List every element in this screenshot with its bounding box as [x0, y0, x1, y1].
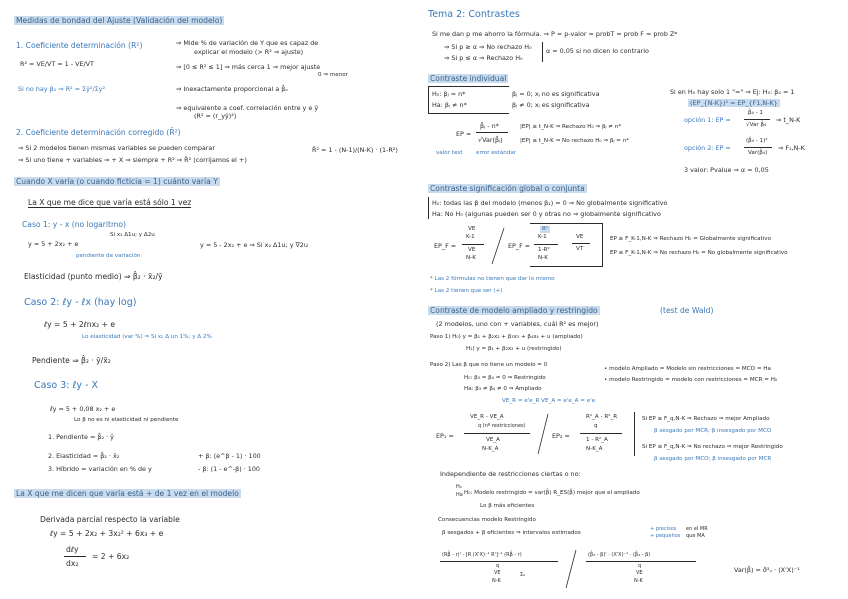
caso-1-eq2: y = 5 - 2x₂ + e ⇒ Si x₂ Δ1u; y ∇2u — [200, 241, 308, 249]
indep-line-2: Lo β más eficientes — [480, 503, 535, 509]
glob-f1-den: VE — [468, 247, 476, 253]
r2-bullet-1: ⇒ Mide % de variación de Y que es capaz de — [176, 39, 319, 47]
intro-pvalor: Si me dan p me ahorro la fórmula. ⇒ P = p-valor = probT = prob F = prob Z* — [432, 30, 678, 38]
wald-1-num: (Rβ̂ - r)' · [R (X'X)⁻¹ R']⁻¹ (Rβ̂ - r) — [442, 552, 522, 558]
caso-3-elasticidad: 2. Elasticidad = β̂₂ · x̄₂ — [48, 452, 120, 460]
amp-paso-1b: H₁) y = β₁ + β₂x₂ + u (restringido) — [466, 346, 562, 352]
ind-fraction-bar — [476, 132, 508, 133]
caso-3-pendiente: 1. Pendiente = β̂₂ · ȳ — [48, 433, 114, 441]
amp-ep-2: EP₂ = — [552, 432, 570, 440]
glob-f1-num-den: K-1 — [466, 234, 475, 240]
ind-op1-num: β̂₄ - 1 — [748, 110, 763, 116]
amp-divider — [634, 412, 635, 456]
amp-f2-den: 1 - R²_A — [586, 437, 608, 443]
glob-ep-1: EP_F = — [434, 242, 457, 250]
caso-3-title: Caso 3: ℓy - X — [34, 380, 99, 391]
glob-f1-bar — [462, 244, 484, 245]
r2-formula: R² = VE/VT = 1 - VE/VT — [20, 60, 94, 68]
amp-paso-2-r2: • modelo Restringido = modelo con restricciones = MCR = H₀ — [604, 377, 778, 383]
derivada-eq: ℓy = 5 + 2x₂ + 3x₂² + 6x₃ + e — [50, 529, 164, 538]
glob-f2-den-den: N-K — [538, 255, 548, 261]
r2-bullet-3: ⇒ Inexactamente proporcional a β̂ₙ — [176, 85, 288, 93]
caso-3-pos-beta: + β: (e^β - 1) · 100 — [198, 452, 261, 460]
derivada-num: dℓy — [66, 545, 79, 554]
ind-op2-bar — [744, 147, 772, 148]
r2-bullet-2b: 0 ⇒ menor — [318, 72, 348, 78]
amp-f2-num-den: q — [594, 423, 598, 429]
r2-bullet-2: ⇒ [0 ≤ R² ≤ 1] ⇒ más cerca 1 ⇒ mejor ajuste — [176, 63, 321, 71]
amp-cond-1b: β sesgado por MCR; β insesgado por MCO — [654, 428, 772, 434]
conseq-r1: en el MR — [686, 526, 708, 532]
amp-f1-num-den: q (nº restricciones) — [478, 423, 526, 429]
conseq-line: β sesgados + β eficientes ⇒ intervalos estimados — [442, 530, 581, 536]
ind-h0: H₀: βⱼ = n* — [432, 90, 466, 98]
caso-2-title: Caso 2: ℓy - ℓx (hay log) — [24, 297, 137, 308]
caso-1-pendiente: pendiente de variación — [76, 253, 141, 259]
r2-bullet-1b: explicar el modelo (> R² ⇒ ajuste) — [194, 48, 304, 56]
caso-1-eq: y = 5 + 2x₂ + e — [28, 240, 79, 248]
intro-alpha: α = 0,05 si no dicen lo contrario — [546, 47, 649, 55]
r2-bullet-4b: (R² = (r_yŷ)²) — [194, 112, 237, 120]
ind-side-1: Si en H₀ hay solo 1 "=" ⇒ Ej: H₀: β₄ = 1 — [670, 88, 795, 96]
wald-2-den-nk: N-K — [634, 578, 643, 584]
ind-den: √Var(β̂ⱼ) — [478, 136, 503, 144]
amp-paso-2b: Ha: β₃ ≠ β₄ ≠ 0 ⇒ Ampliado — [464, 386, 542, 392]
derivada-fraction-bar — [64, 556, 86, 557]
amp-f1-num: VE_R - VE_A — [470, 414, 504, 420]
glob-f1-den-den: N-K — [466, 255, 476, 261]
wald-slash — [562, 548, 580, 590]
amp-sub: (2 modelos, uno con + variables, cuál R² es mejor) — [436, 320, 599, 328]
wald-1-den-q: q — [496, 563, 500, 569]
pendiente-formula: Pendiente ⇒ β̂₂ · ȳ/x̄₂ — [32, 356, 111, 365]
glob-r2-box — [530, 223, 603, 267]
amp-cond-2b: β sesgado por MCO; β insesgado por MCR — [654, 456, 772, 462]
ind-num: β̂ⱼ - n* — [480, 122, 499, 130]
var-beta-formula: Var(β̂) = σ̂²ᵤ · (X'X)⁻¹ — [734, 566, 800, 574]
ind-ha: Ha: βⱼ ≠ n* — [432, 101, 467, 109]
amp-paso-1: Paso 1) H₀) y = β₁ + β₂x₂ + β₃x₃ + β₄x₄ + u (ampliado) — [430, 334, 583, 340]
ind-r1: βⱼ = 0; xⱼ no es significativa — [512, 90, 600, 98]
heading-contraste-ampliado: Contraste de modelo ampliado y restringido — [430, 306, 598, 315]
glob-f1-num: VE — [468, 226, 476, 232]
ind-op1-den: √Var β̂₄ — [746, 122, 767, 128]
indep-line-1: H₀: Modelo restringido = var(β̂) R_ES(β̂) mejor que el ampliado — [464, 490, 640, 496]
r2-corr-line-1: ⇒ Si 2 modelos tienen mismas variables se pueden comparar — [18, 144, 215, 152]
amp-cond-1: Si EP ≥ F_q,N-K ⇒ Rechazo ⇒ mejor Ampliado — [642, 416, 770, 422]
ind-op2-den: Var(β̂₄) — [748, 150, 768, 156]
caso-3-note: Lo β no es ni elasticidad ni pendiente — [74, 417, 179, 423]
right-column — [424, 0, 848, 599]
glob-f2-num-den: K-1 — [538, 234, 547, 240]
elasticidad-formula: Elasticidad (punto medio) ⇒ β̂₂ · x̄₂/ȳ — [24, 272, 163, 281]
intro-si-mayor: ⇒ Si p ≥ α ⇒ No rechazo H₀ — [444, 43, 532, 51]
derivada-result: = 2 + 6x₂ — [92, 552, 130, 561]
glob-cond-2: EP ≤ F_K-1,N-K ⇒ No rechazo H₀ = No globalmente significativo — [610, 250, 788, 256]
r2-corr-formula: R̄² = 1 - (N-1)/(N-K) · (1-R²) — [312, 146, 398, 154]
derivada-title: Derivada parcial respecto la variable — [40, 515, 180, 524]
wald-1-den-ve: VE — [494, 570, 501, 576]
ind-cond-2: |EP| ≤ t_N-K ⇒ No rechazo H₀ ⇒ βⱼ = n* — [520, 138, 630, 144]
left-column — [0, 0, 420, 599]
ind-op2-result: ⇒ F₁,N-K — [778, 144, 805, 152]
heading-contraste-individual: Contraste individual — [430, 74, 507, 83]
ind-cond-1: |EP| ≥ t_N-K ⇒ Rechazo H₀ ⇒ βⱼ ≠ n* — [520, 124, 622, 130]
caso-1-note: Si x₂ Δ1u; y Δ2u — [110, 232, 155, 238]
ind-side-2: (EP_{N-K})² = EP_{F1,N-K} — [690, 99, 778, 107]
wald-1-tail: Σ₂ — [520, 572, 526, 578]
glob-note-1: * Las 2 fórmulas no tienen que dar lo mismo — [430, 276, 555, 282]
ind-op1: opción 1: EP = — [684, 116, 731, 124]
intro-divider — [542, 42, 543, 62]
derivada-den: dx₂ — [66, 559, 79, 568]
amp-f1-bar — [464, 433, 530, 434]
caso-2-eq: ℓy = 5 + 2ℓnx₂ + e — [44, 320, 116, 329]
section-r2-corr-title: 2. Coeficiente determinación corregido (R̄²) — [16, 128, 181, 137]
heading-x-varias-veces: La X que me dicen que varía está + de 1 vez en el modelo — [16, 489, 239, 498]
conseq-title: Consecuencias modelo Restringido — [438, 517, 536, 523]
caso-1-title: Caso 1: y - x (no logaritmo) — [22, 220, 127, 229]
ind-op1-result: ⇒ t_N-K — [776, 116, 801, 124]
ind-r2: βⱼ ≠ 0; xⱼ es significativa — [512, 101, 590, 109]
glob-f3-num: VE — [576, 234, 584, 240]
wald-2-den-ve: VE — [636, 570, 643, 576]
amp-f1-den: VE_A — [486, 437, 500, 443]
wald-1-den-nk: N-K — [492, 578, 501, 584]
amp-f1-den-den: N-K_A — [482, 446, 499, 452]
glob-h0: H₀: todas las β del modelo (menos β₁) = 0 ⇒ No globalmente significativo — [432, 199, 668, 207]
indep-h0: H₀ — [456, 484, 462, 490]
ind-op2-num: (β̂₄ - 1)² — [746, 138, 768, 144]
amp-f2-den-den: N-K_A — [586, 446, 603, 452]
wald-2-bar — [586, 561, 696, 562]
heading-x-una-vez: La X que me dice que varía está sólo 1 vez — [28, 198, 192, 207]
glob-slash — [488, 226, 508, 266]
r2-bullet-4: ⇒ equivalente a coef. correlación entre y e ŷ — [176, 104, 319, 112]
glob-ha: Ha: No H₀ (algunas pueden ser 0 y otras no ⇒ globalmente significativo — [432, 210, 661, 218]
caso-2-note: Lo elasticidad (var %) ⇒ Si x₂ Δ un 1%; y Δ 2% — [82, 334, 212, 340]
ind-op2: opción 2: EP = — [684, 144, 731, 152]
amp-f2-num: R²_A - R²_R — [586, 414, 618, 420]
amp-f2-bar — [580, 433, 622, 434]
section-r2-title: 1. Coeficiente determinación (R²) — [16, 41, 143, 50]
indep-title: Independiente de restricciones ciertas o no: — [440, 470, 581, 478]
conseq-precisos: + precisos — [650, 526, 677, 532]
caso-3-eq: ℓy = 5 + 0,08 x₂ + e — [50, 405, 116, 413]
caso-3-neg-beta: - β: (1 - e^-β) · 100 — [198, 465, 260, 473]
amp-paso-2a: H₀: β₃ = β₄ = 0 ⇒ Restringido — [464, 375, 546, 381]
intro-si-menor: ⇒ Si p ≤ α ⇒ Rechazo H₀ — [444, 54, 523, 62]
wald-1-bar — [440, 561, 558, 562]
r2-no-b1: Si no hay β₁ ⇒ R² = Σŷ²/Σy² — [18, 85, 106, 93]
ind-op3: 3 valor: Pvalue ⇒ α = 0,05 — [684, 166, 769, 174]
ind-error-estandar: error estándar — [476, 150, 517, 156]
amp-slash — [534, 412, 552, 456]
amp-paso-2-r1: • modelo Ampliado = Modelo sin restricciones = MCO = Ha — [604, 366, 771, 372]
ind-ep: EP = — [456, 130, 472, 138]
conseq-r2: que MA — [686, 533, 705, 539]
r2-corr-line-2: ⇒ Si uno tiene + variables ⇒ + X ⇒ siempre + R² ⇒ R̄² (corrijamos el +) — [18, 156, 247, 164]
glob-note-2: * Las 2 tienen que ser (+) — [430, 288, 503, 294]
glob-f2-num: R² — [542, 226, 549, 232]
heading-tema-2: Tema 2: Contrastes — [428, 9, 520, 20]
ind-valor-test: valor test — [436, 150, 463, 156]
amp-paso-2-eq: VE_R = e'e_R VE_A = e'e_A = e'e — [502, 398, 596, 404]
glob-cond-1: EP ≥ F_K-1,N-K ⇒ Rechazo H₀ = Globalmente significativo — [610, 236, 771, 242]
conseq-pequenos: + pequeños — [650, 533, 681, 539]
ind-op1-bar — [744, 119, 770, 120]
wald-2-den-q: q — [638, 563, 642, 569]
heading-contraste-global: Contraste significación global o conjunta — [430, 184, 585, 193]
heading-bondad-ajuste: Medidas de bondad del Ajuste (Validación del modelo) — [16, 16, 223, 25]
amp-paso-2: Paso 2) Las β que no tiene un modelo = 0 — [430, 362, 548, 368]
glob-f2-den: 1-R² — [538, 247, 550, 253]
glob-brace — [428, 197, 429, 219]
indep-ha: Ha — [456, 492, 463, 498]
caso-3-hibrido: 3. Híbrido = variación en % de y — [48, 465, 152, 473]
amp-cond-2: Si EP ≤ F_q,N-K ⇒ No rechazo ⇒ mejor Restringido — [642, 444, 783, 450]
glob-f3-den: VT — [576, 246, 584, 252]
glob-ep-2: EP_F = — [508, 242, 531, 250]
heading-cuando-x-varia: Cuando X varía (o cuando ficticia = 1) cuánto varía Y — [16, 177, 218, 186]
amp-ep-1: EP₁ = — [436, 432, 454, 440]
heading-test-wald: (test de Wald) — [660, 306, 714, 315]
wald-2-num: (β̂₄ - β)' · (X'X)⁻¹ · (β̂₄ - β) — [588, 552, 651, 558]
